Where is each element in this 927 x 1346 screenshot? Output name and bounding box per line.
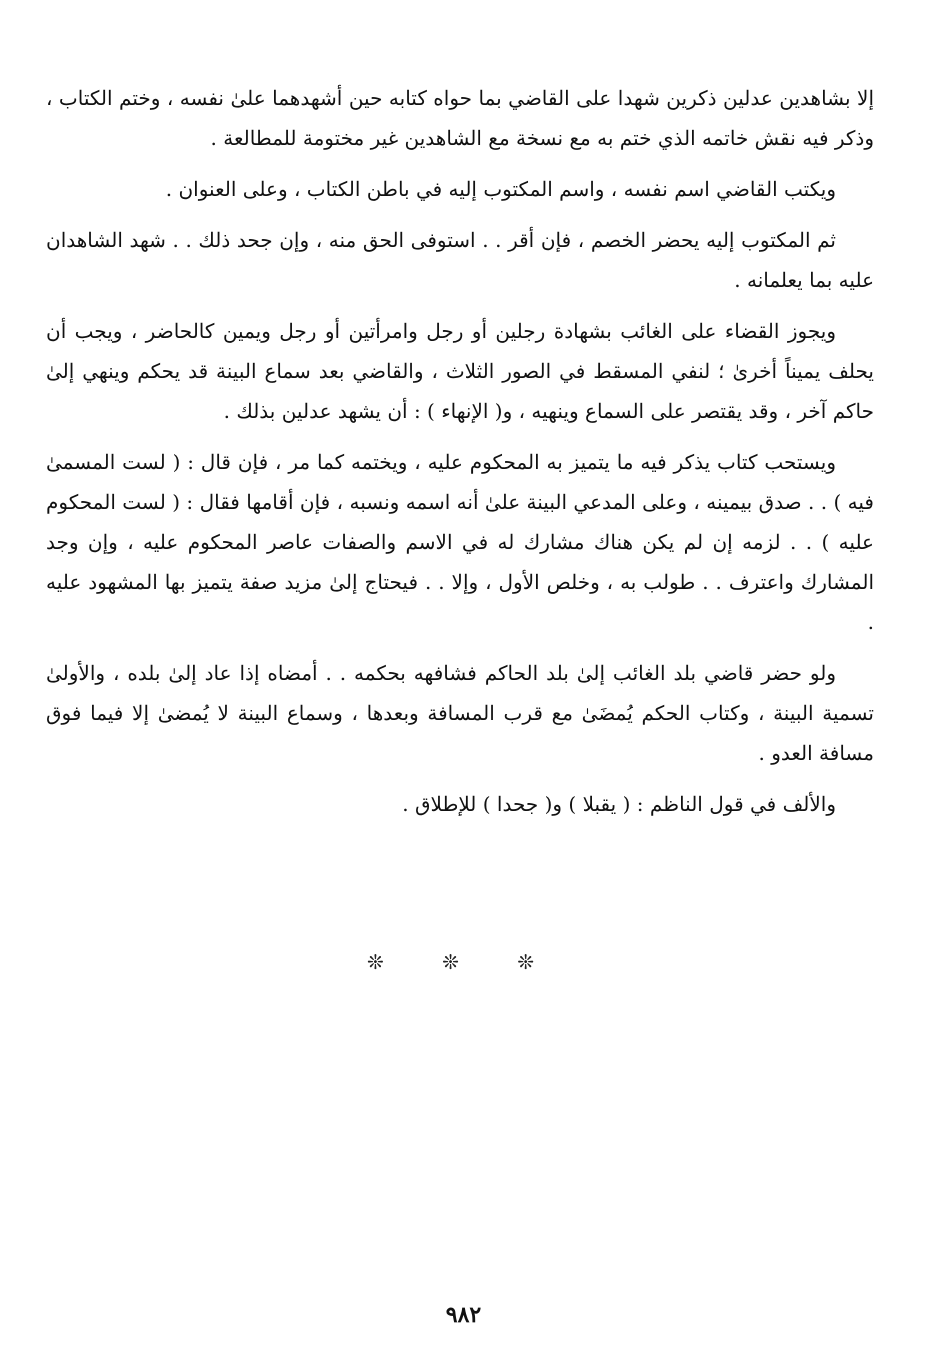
- page-number: ٩٨٢: [445, 1302, 482, 1328]
- page-body: [46, 78, 874, 835]
- paragraph-1: إلا بشاهدين عدلين ذكرين شهدا على القاضي بما حواه كتابه حين أشهدهما علىٰ نفسه ، وختم الكتاب ، وذكر فيه نقش خاتمه الذي ختم به مع نسخة مع الشاهدين غير مختومة للمطالعة .: [46, 86, 874, 150]
- paragraph-5: ويستحب كتاب يذكر فيه ما يتميز به المحكوم عليه ، ويختمه كما مر ، فإن قال : ( لست المسمىٰ فيه ) . . صدق بيمينه ، وعلى المدعي البينة علىٰ أنه اسمه ونسبه ، فإن أقامها فقال : ( لست المحكوم عليه ) . . لزمه إن لم يكن هناك مشارك له في الاسم والصفات عاصر المحكوم عليه ، وإن وجد المشارك واعترف . . طولب به ، وخلص الأول ، وإلا . . فيحتاج إلىٰ مزيد صفة يتميز بها المشهود عليه .: [46, 450, 874, 634]
- paragraph-2: ويكتب القاضي اسم نفسه ، واسم المكتوب إليه في باطن الكتاب ، وعلى العنوان .: [165, 177, 836, 201]
- paragraph-7: والألف في قول الناظم : ( يقبلا ) و( جحدا ) للإطلاق .: [402, 792, 836, 816]
- paragraph-3: ثم المكتوب إليه يحضر الخصم ، فإن أقر . . استوفى الحق منه ، وإن جحد ذلك . . شهد الشاهدان عليه بما يعلمانه .: [46, 228, 874, 292]
- section-separator: ❊ ❊ ❊: [367, 950, 560, 974]
- paragraph-4: ويجوز القضاء على الغائب بشهادة رجلين أو رجل وامرأتين أو رجل ويمين كالحاضر ، ويجب أن يحلف يميناً أخرىٰ ؛ لنفي المسقط في الصور الثلاث ، والقاضي بعد سماع البينة قد يحكم وينهي إلىٰ حاكم آخر ، وقد يقتصر على السماع وينهيه ، و( الإنهاء ) : أن يشهد عدلين بذلك .: [46, 319, 874, 423]
- paragraph-6: ولو حضر قاضي بلد الغائب إلىٰ بلد الحاكم فشافهه بحكمه . . أمضاه إذا عاد إلىٰ بلده ، والأولىٰ تسمية البينة ، وكتاب الحكم يُمضَىٰ مع قرب المسافة وبعدها ، وسماع البينة لا يُمضىٰ إلا فيما فوق مسافة العدو .: [46, 661, 874, 765]
